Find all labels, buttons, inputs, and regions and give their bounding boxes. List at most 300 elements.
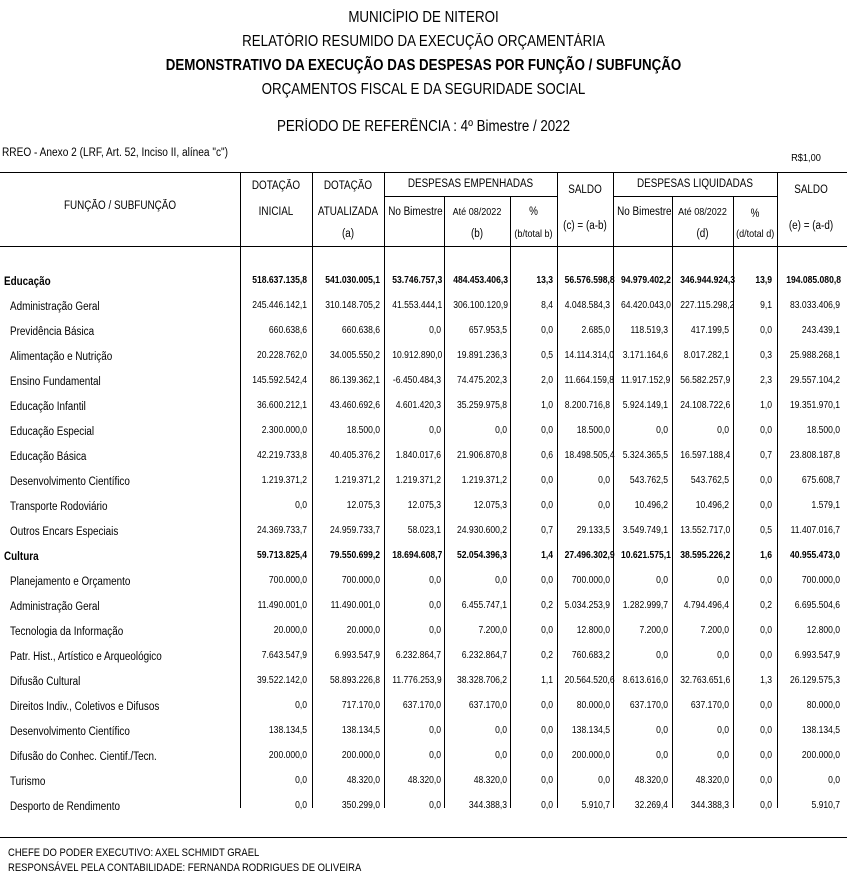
table-row bbox=[0, 570, 847, 595]
row-value: 138.134,5 bbox=[801, 725, 840, 736]
row-value: 42.219.733,8 bbox=[257, 450, 307, 461]
row-value: 20.000,0 bbox=[346, 625, 380, 636]
row-value: 4.794.496,4 bbox=[683, 600, 729, 611]
row-value: 7.200,0 bbox=[639, 625, 668, 636]
col-saldo-1-formula: (c) = (a-b) bbox=[563, 220, 607, 232]
row-value: 12.075,3 bbox=[407, 500, 441, 511]
anexo-label: RREO - Anexo 2 (LRF, Art. 52, Inciso II, alínea "c") bbox=[2, 147, 228, 159]
row-value: 6.993.547,9 bbox=[334, 650, 380, 661]
row-label: Difusão Cultural bbox=[10, 676, 81, 688]
row-value: 0,0 bbox=[598, 775, 610, 786]
table-row bbox=[0, 620, 847, 645]
row-value: 39.522.142,0 bbox=[257, 675, 307, 686]
row-label: Desenvolvimento Científico bbox=[10, 726, 130, 738]
row-value: 138.134,5 bbox=[341, 725, 380, 736]
table-row bbox=[0, 795, 847, 820]
row-value: 0,0 bbox=[541, 700, 553, 711]
row-value: 83.033.406,9 bbox=[790, 300, 840, 311]
row-value: 0,5 bbox=[541, 350, 553, 361]
row-value: 0,0 bbox=[541, 475, 553, 486]
row-label: Ensino Fundamental bbox=[10, 376, 101, 388]
table-row bbox=[0, 520, 847, 545]
row-value: 541.030.005,1 bbox=[325, 275, 380, 286]
row-value: 24.930.600,2 bbox=[457, 525, 507, 536]
row-value: 36.600.212,1 bbox=[257, 400, 307, 411]
table-row bbox=[0, 770, 847, 795]
row-value: 10.621.575,1 bbox=[620, 550, 671, 561]
row-label: Turismo bbox=[10, 776, 46, 788]
row-value: 1,0 bbox=[541, 400, 553, 411]
row-value: 12.800,0 bbox=[576, 625, 610, 636]
row-value: 0,0 bbox=[495, 725, 507, 736]
row-value: 40.405.376,2 bbox=[330, 450, 380, 461]
row-value: 0,0 bbox=[429, 750, 441, 761]
footer-chefe: CHEFE DO PODER EXECUTIVO: AXEL SCHMIDT GRAEL bbox=[8, 847, 260, 859]
row-value: 700.000,0 bbox=[801, 575, 840, 586]
row-value: 657.953,5 bbox=[468, 325, 507, 336]
row-value: 52.054.396,3 bbox=[457, 550, 507, 561]
row-value: 0,0 bbox=[717, 650, 729, 661]
row-label: Transporte Rodoviário bbox=[10, 501, 108, 513]
row-value: 11.490.001,0 bbox=[330, 600, 380, 611]
row-value: 637.170,0 bbox=[402, 700, 441, 711]
row-value: 637.170,0 bbox=[690, 700, 729, 711]
row-value: 32.269,4 bbox=[634, 800, 668, 811]
row-value: 64.420.043,0 bbox=[620, 300, 671, 311]
table-header-bottom-border bbox=[0, 246, 847, 247]
table-row bbox=[0, 445, 847, 470]
row-label: Educação Infantil bbox=[10, 401, 86, 413]
row-value: 12.075,3 bbox=[346, 500, 380, 511]
row-value: 0,0 bbox=[598, 500, 610, 511]
row-value: 200.000,0 bbox=[341, 750, 380, 761]
row-value: 16.597.188,4 bbox=[680, 450, 731, 461]
row-value: 10.496,2 bbox=[695, 500, 729, 511]
row-value: 21.906.870,8 bbox=[457, 450, 507, 461]
row-value: 138.134,5 bbox=[268, 725, 307, 736]
row-value: 18.500,0 bbox=[806, 425, 840, 436]
row-value: 227.115.298,2 bbox=[680, 300, 735, 311]
row-value: 344.388,3 bbox=[468, 800, 507, 811]
row-value: 0,0 bbox=[495, 575, 507, 586]
table-row bbox=[0, 370, 847, 395]
row-value: 38.328.706,2 bbox=[457, 675, 507, 686]
row-value: 14.114.314,0 bbox=[564, 350, 614, 361]
row-value: 4.601.420,3 bbox=[395, 400, 441, 411]
row-value: 48.320,0 bbox=[634, 775, 668, 786]
row-value: 0,0 bbox=[760, 325, 772, 336]
row-value: 2.685,0 bbox=[581, 325, 610, 336]
row-value: 1,1 bbox=[541, 675, 553, 686]
col-emp-ate-b: (b) bbox=[470, 228, 484, 240]
row-value: 243.439,1 bbox=[801, 325, 840, 336]
col-saldo-2: SALDO bbox=[794, 184, 828, 196]
row-value: 24.369.733,7 bbox=[257, 525, 307, 536]
row-value: 0,0 bbox=[429, 600, 441, 611]
col-liq-no-bimestre: No Bimestre bbox=[617, 206, 672, 218]
row-value: 0,0 bbox=[295, 500, 307, 511]
row-value: 20.000,0 bbox=[273, 625, 307, 636]
col-emp-pct-sub: (b/total b) bbox=[514, 228, 553, 240]
row-value: 79.550.699,2 bbox=[330, 550, 380, 561]
row-value: 194.085.080,8 bbox=[786, 275, 841, 286]
row-value: 5.034.253,9 bbox=[564, 600, 610, 611]
row-value: 660.638,6 bbox=[268, 325, 307, 336]
row-value: 25.988.268,1 bbox=[790, 350, 840, 361]
col-emp-no-bimestre: No Bimestre bbox=[388, 206, 443, 218]
row-value: 5.324.365,5 bbox=[622, 450, 668, 461]
row-value: 94.979.402,2 bbox=[620, 275, 671, 286]
row-value: 11.407.016,7 bbox=[790, 525, 840, 536]
row-value: 8.613.616,0 bbox=[622, 675, 668, 686]
row-value: 26.129.575,3 bbox=[790, 675, 840, 686]
report-titles bbox=[0, 6, 847, 102]
table-row bbox=[0, 470, 847, 495]
table-row bbox=[0, 695, 847, 720]
row-label: Tecnologia da Informação bbox=[10, 626, 124, 638]
periodo-referencia: PERÍODO DE REFERÊNCIA : 4º Bimestre / 2022 bbox=[276, 118, 571, 135]
table-group-row bbox=[0, 270, 847, 295]
row-value: 29.557.104,2 bbox=[790, 375, 840, 386]
group-despesas-liquidadas: DESPESAS LIQUIDADAS bbox=[637, 178, 753, 190]
row-value: 0,0 bbox=[541, 575, 553, 586]
row-value: 518.637.135,8 bbox=[252, 275, 307, 286]
row-value: 11.776.253,9 bbox=[392, 675, 442, 686]
row-value: 1,3 bbox=[760, 675, 772, 686]
row-value: 0,0 bbox=[598, 475, 610, 486]
row-value: 18.498.505,4 bbox=[564, 450, 615, 461]
row-value: 19.351.970,1 bbox=[790, 400, 840, 411]
table-row bbox=[0, 395, 847, 420]
row-value: 543.762,5 bbox=[690, 475, 729, 486]
row-value: 58.023,1 bbox=[407, 525, 441, 536]
col-liq-pct: % bbox=[750, 208, 760, 220]
row-value: 0,0 bbox=[541, 325, 553, 336]
row-value: 0,0 bbox=[760, 800, 772, 811]
table-row bbox=[0, 645, 847, 670]
row-value: 0,2 bbox=[760, 600, 772, 611]
row-value: 0,0 bbox=[656, 575, 668, 586]
row-value: 2,3 bbox=[760, 375, 772, 386]
row-value: 10.496,2 bbox=[634, 500, 668, 511]
row-value: 10.912.890,0 bbox=[392, 350, 443, 361]
row-value: 0,0 bbox=[541, 725, 553, 736]
col-dotacao-inicial-2: INICIAL bbox=[258, 206, 294, 218]
group-despesas-empenhadas: DESPESAS EMPENHADAS bbox=[407, 178, 534, 190]
row-label: Outros Encars Especiais bbox=[10, 526, 119, 538]
row-value: 0,0 bbox=[429, 800, 441, 811]
row-value: 344.388,3 bbox=[690, 800, 729, 811]
row-value: 6.232.864,7 bbox=[461, 650, 507, 661]
row-value: -6.450.484,3 bbox=[392, 375, 441, 386]
row-value: 0,0 bbox=[656, 725, 668, 736]
row-value: 5.924.149,1 bbox=[622, 400, 668, 411]
row-value: 20.228.762,0 bbox=[257, 350, 307, 361]
unidade-label: R$1,00 bbox=[791, 152, 821, 164]
table-row bbox=[0, 420, 847, 445]
row-value: 0,0 bbox=[760, 500, 772, 511]
row-value: 138.134,5 bbox=[571, 725, 610, 736]
row-value: 1,0 bbox=[760, 400, 772, 411]
row-value: 80.000,0 bbox=[806, 700, 840, 711]
row-value: 48.320,0 bbox=[695, 775, 729, 786]
col-dotacao-atualizada-2: ATUALIZADA bbox=[317, 206, 379, 218]
row-value: 74.475.202,3 bbox=[457, 375, 507, 386]
row-value: 12.075,3 bbox=[473, 500, 507, 511]
row-value: 637.170,0 bbox=[629, 700, 668, 711]
row-value: 48.320,0 bbox=[346, 775, 380, 786]
row-value: 200.000,0 bbox=[268, 750, 307, 761]
table-row bbox=[0, 595, 847, 620]
row-value: 48.320,0 bbox=[407, 775, 441, 786]
row-value: 0,0 bbox=[541, 500, 553, 511]
row-label: Desporto de Rendimento bbox=[10, 801, 120, 813]
title-relatorio: RELATÓRIO RESUMIDO DA EXECUÇÃO ORÇAMENTÁRIA bbox=[242, 33, 605, 50]
row-value: 0,0 bbox=[429, 575, 441, 586]
row-value: 0,0 bbox=[760, 575, 772, 586]
row-value: 0,0 bbox=[541, 750, 553, 761]
row-value: 80.000,0 bbox=[576, 700, 610, 711]
row-value: 0,0 bbox=[295, 700, 307, 711]
col-emp-ate: Até 08/2022 bbox=[452, 206, 502, 218]
row-value: 0,0 bbox=[760, 700, 772, 711]
row-value: 1,6 bbox=[760, 550, 772, 561]
row-value: 13,9 bbox=[755, 275, 772, 286]
row-label: Educação Especial bbox=[10, 426, 95, 438]
row-label: Planejamento e Orçamento bbox=[10, 576, 131, 588]
row-value: 484.453.406,3 bbox=[453, 275, 508, 286]
row-value: 2.300.000,0 bbox=[261, 425, 307, 436]
row-value: 53.746.757,3 bbox=[392, 275, 443, 286]
row-value: 0,0 bbox=[760, 625, 772, 636]
row-value: 24.108.722,6 bbox=[680, 400, 731, 411]
row-value: 6.993.547,9 bbox=[794, 650, 840, 661]
col-liq-ate-d: (d) bbox=[696, 228, 709, 240]
row-value: 700.000,0 bbox=[571, 575, 610, 586]
row-value: 717.170,0 bbox=[341, 700, 380, 711]
row-value: 4.048.584,3 bbox=[564, 300, 610, 311]
row-value: 2,0 bbox=[541, 375, 553, 386]
row-value: 637.170,0 bbox=[468, 700, 507, 711]
row-label: Desenvolvimento Científico bbox=[10, 476, 130, 488]
row-value: 3.171.164,6 bbox=[622, 350, 668, 361]
row-value: 6.695.504,6 bbox=[794, 600, 840, 611]
row-value: 0,0 bbox=[717, 575, 729, 586]
row-value: 145.592.542,4 bbox=[252, 375, 307, 386]
title-municipio: MUNICÍPIO DE NITEROI bbox=[348, 9, 499, 26]
table-row bbox=[0, 295, 847, 320]
liq-group-rule bbox=[613, 196, 777, 197]
table-group-row bbox=[0, 545, 847, 570]
row-value: 20.564.520,6 bbox=[564, 675, 615, 686]
row-value: 8.200.716,8 bbox=[564, 400, 610, 411]
row-value: 32.763.651,6 bbox=[680, 675, 731, 686]
row-label: Educação Básica bbox=[10, 451, 87, 463]
row-value: 0,0 bbox=[295, 775, 307, 786]
row-value: 18.500,0 bbox=[346, 425, 380, 436]
col-saldo-1: SALDO bbox=[568, 184, 602, 196]
row-value: 700.000,0 bbox=[268, 575, 307, 586]
row-value: 41.553.444,1 bbox=[392, 300, 443, 311]
row-value: 0,0 bbox=[760, 425, 772, 436]
row-value: 6.455.747,1 bbox=[461, 600, 507, 611]
row-value: 200.000,0 bbox=[571, 750, 610, 761]
row-value: 12.800,0 bbox=[806, 625, 840, 636]
row-value: 0,0 bbox=[656, 650, 668, 661]
table-row bbox=[0, 720, 847, 745]
row-value: 1.219.371,2 bbox=[261, 475, 307, 486]
row-value: 350.299,0 bbox=[341, 800, 380, 811]
row-value: 0,0 bbox=[429, 725, 441, 736]
col-dotacao-inicial-1: DOTAÇÃO bbox=[251, 180, 301, 192]
row-value: 760.683,2 bbox=[571, 650, 610, 661]
row-value: 0,0 bbox=[717, 725, 729, 736]
table-row bbox=[0, 345, 847, 370]
row-value: 0,0 bbox=[541, 800, 553, 811]
row-value: 0,0 bbox=[541, 625, 553, 636]
col-dotacao-atualizada-3: (a) bbox=[341, 228, 355, 240]
row-value: 118.519,3 bbox=[630, 325, 668, 336]
row-value: 0,7 bbox=[760, 450, 772, 461]
row-value: 1,4 bbox=[541, 550, 553, 561]
title-demonstrativo: DEMONSTRATIVO DA EXECUÇÃO DAS DESPESAS POR FUNÇÃO / SUBFUNÇÃO bbox=[165, 57, 682, 74]
row-value: 24.959.733,7 bbox=[330, 525, 380, 536]
col-liq-pct-sub: (d/total d) bbox=[736, 228, 775, 240]
row-value: 0,0 bbox=[429, 625, 441, 636]
row-value: 0,0 bbox=[828, 775, 840, 786]
row-value: 27.496.302,9 bbox=[564, 550, 615, 561]
row-value: 58.893.226,8 bbox=[330, 675, 380, 686]
row-value: 0,0 bbox=[717, 750, 729, 761]
emp-group-rule bbox=[384, 196, 557, 197]
row-value: 3.549.749,1 bbox=[622, 525, 668, 536]
row-value: 18.694.608,7 bbox=[392, 550, 443, 561]
row-value: 0,0 bbox=[760, 750, 772, 761]
row-value: 0,0 bbox=[429, 325, 441, 336]
row-value: 56.582.257,9 bbox=[680, 375, 731, 386]
row-value: 0,0 bbox=[760, 475, 772, 486]
row-label: Administração Geral bbox=[10, 301, 100, 313]
row-value: 200.000,0 bbox=[801, 750, 840, 761]
row-value: 59.713.825,4 bbox=[257, 550, 307, 561]
row-value: 1.219.371,2 bbox=[461, 475, 507, 486]
row-value: 8.017.282,1 bbox=[683, 350, 729, 361]
col-liq-ate: Até 08/2022 bbox=[678, 206, 727, 218]
row-value: 417.199,5 bbox=[690, 325, 729, 336]
row-value: 11.917.152,9 bbox=[620, 375, 671, 386]
row-value: 34.005.550,2 bbox=[330, 350, 380, 361]
row-value: 0,5 bbox=[760, 525, 772, 536]
row-value: 0,0 bbox=[429, 425, 441, 436]
row-value: 0,0 bbox=[495, 425, 507, 436]
row-value: 675.608,7 bbox=[801, 475, 840, 486]
row-value: 13,3 bbox=[536, 275, 553, 286]
row-label: Educação bbox=[4, 276, 51, 288]
row-value: 0,7 bbox=[541, 525, 553, 536]
row-value: 346.944.924,3 bbox=[680, 275, 736, 286]
row-value: 700.000,0 bbox=[341, 575, 380, 586]
row-label: Previdência Básica bbox=[10, 326, 95, 338]
table-row bbox=[0, 495, 847, 520]
row-value: 0,0 bbox=[541, 425, 553, 436]
row-value: 29.133,5 bbox=[576, 525, 610, 536]
row-value: 8,4 bbox=[541, 300, 553, 311]
row-value: 40.955.473,0 bbox=[790, 550, 840, 561]
row-value: 86.139.362,1 bbox=[330, 375, 380, 386]
row-value: 0,0 bbox=[760, 725, 772, 736]
table-row bbox=[0, 670, 847, 695]
col-dotacao-atualizada-1: DOTAÇÃO bbox=[323, 180, 373, 192]
row-value: 11.664.159,8 bbox=[564, 375, 614, 386]
row-label: Patr. Hist., Artístico e Arqueológico bbox=[10, 651, 162, 663]
row-value: 13.552.717,0 bbox=[680, 525, 731, 536]
row-value: 310.148.705,2 bbox=[325, 300, 380, 311]
row-value: 660.638,6 bbox=[341, 325, 380, 336]
row-value: 5.910,7 bbox=[811, 800, 840, 811]
col-emp-pct: % bbox=[529, 206, 538, 218]
row-value: 0,0 bbox=[760, 650, 772, 661]
row-value: 0,0 bbox=[495, 750, 507, 761]
title-orcamentos: ORÇAMENTOS FISCAL E DA SEGURIDADE SOCIAL bbox=[261, 81, 586, 98]
row-value: 0,0 bbox=[656, 425, 668, 436]
row-value: 9,1 bbox=[760, 300, 772, 311]
row-value: 543.762,5 bbox=[629, 475, 668, 486]
row-value: 245.446.142,1 bbox=[252, 300, 307, 311]
row-value: 43.460.692,6 bbox=[330, 400, 380, 411]
row-value: 0,3 bbox=[760, 350, 772, 361]
row-label: Administração Geral bbox=[10, 601, 100, 613]
table-row bbox=[0, 745, 847, 770]
row-value: 38.595.226,2 bbox=[680, 550, 731, 561]
table-bottom-border bbox=[0, 837, 847, 838]
row-value: 0,0 bbox=[656, 750, 668, 761]
row-value: 0,0 bbox=[541, 775, 553, 786]
row-value: 1.219.371,2 bbox=[334, 475, 380, 486]
row-value: 306.100.120,9 bbox=[453, 300, 508, 311]
row-value: 0,2 bbox=[541, 650, 553, 661]
row-value: 0,0 bbox=[717, 425, 729, 436]
row-value: 56.576.598,8 bbox=[564, 275, 615, 286]
row-value: 1.282.999,7 bbox=[622, 600, 668, 611]
row-value: 7.200,0 bbox=[478, 625, 507, 636]
row-value: 7.643.547,9 bbox=[261, 650, 307, 661]
row-label: Difusão do Conhec. Cientif./Tecn. bbox=[10, 751, 157, 763]
row-label: Direitos Indiv., Coletivos e Difusos bbox=[10, 701, 160, 713]
row-value: 5.910,7 bbox=[581, 800, 610, 811]
row-value: 0,0 bbox=[295, 800, 307, 811]
row-label: Cultura bbox=[4, 551, 39, 563]
table-top-border bbox=[0, 172, 847, 173]
row-value: 35.259.975,8 bbox=[457, 400, 507, 411]
row-value: 23.808.187,8 bbox=[790, 450, 840, 461]
row-value: 0,0 bbox=[760, 775, 772, 786]
row-value: 6.232.864,7 bbox=[395, 650, 441, 661]
row-value: 1.579,1 bbox=[811, 500, 840, 511]
row-label: Alimentação e Nutrição bbox=[10, 351, 113, 363]
row-value: 1.840.017,6 bbox=[395, 450, 441, 461]
row-value: 7.200,0 bbox=[700, 625, 729, 636]
row-value: 48.320,0 bbox=[473, 775, 507, 786]
row-value: 0,6 bbox=[541, 450, 553, 461]
footer-contabilidade: RESPONSÁVEL PELA CONTABILIDADE: FERNANDA RODRIGUES DE OLIVEIRA bbox=[8, 862, 362, 874]
col-saldo-2-formula: (e) = (a-d) bbox=[788, 220, 834, 232]
row-value: 0,2 bbox=[541, 600, 553, 611]
table-row bbox=[0, 320, 847, 345]
col-funcao: FUNÇÃO / SUBFUNÇÃO bbox=[63, 200, 177, 212]
row-value: 19.891.236,3 bbox=[457, 350, 507, 361]
row-value: 1.219.371,2 bbox=[395, 475, 441, 486]
row-value: 11.490.001,0 bbox=[257, 600, 307, 611]
